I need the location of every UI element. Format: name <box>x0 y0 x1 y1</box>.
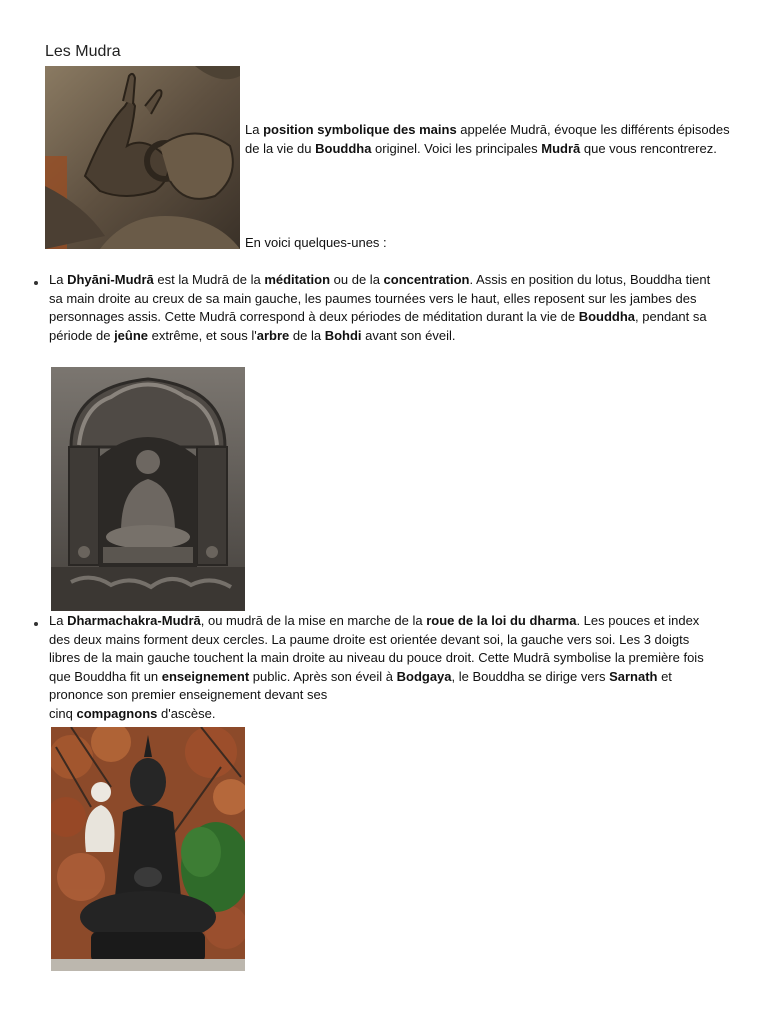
bold-term: Sarnath <box>609 668 658 684</box>
text-run: . Assis en position du lotus, Bouddha tient sa main droite au creux de sa main gauche, les paumes tournées vers le haut, elles reposent sur les jambes des personnages assis. Cette Mudrā correspond à deux périodes de méditation durant la vie de <box>49 272 711 325</box>
text-run: d'ascèse. <box>157 705 216 721</box>
text-run: de la <box>289 327 325 343</box>
text-run: originel. Voici les principales <box>371 140 542 156</box>
bold-term: compagnons <box>76 705 158 721</box>
garden-buddha-statue-photo <box>51 727 245 971</box>
bold-term: enseignement <box>161 668 250 684</box>
text-run: . Les pouces et index des deux mains forment deux cercles. La paume droite est orientée devant soi, la gauche vers soi. Les 3 doigts libres de la main gauche touchent la main droite au niveau du pouce droit. Cette Mudrā symbolise la première fois que Bouddha fit un <box>49 613 704 684</box>
text-run: et prononce son premier enseignement devant ses <box>49 668 672 703</box>
buddha-hands-photo <box>45 66 240 249</box>
bold-term: Bouddha <box>315 140 372 156</box>
text-run: La <box>49 272 68 287</box>
text-run: , pendant sa période de <box>49 309 707 343</box>
bold-term: méditation <box>264 272 331 287</box>
text-run: extrême, et sous l' <box>148 327 257 343</box>
text-run: cinq <box>49 705 77 721</box>
bold-term: roue de la loi du dharma <box>426 613 577 628</box>
text-run: , ou mudrā de la mise en marche de la <box>200 613 427 628</box>
bold-term: Bohdi <box>324 327 362 343</box>
text-run: est la Mudrā de la <box>153 272 265 287</box>
text-run: La <box>245 122 264 137</box>
bullet-dot <box>34 622 38 626</box>
list-item-dhyani-mudra <box>49 271 719 345</box>
bold-term: Dharmachakra-Mudrā <box>67 613 201 628</box>
bold-term: Bodgaya <box>396 668 452 684</box>
intro-paragraph <box>245 121 735 158</box>
bold-term: position symbolique des mains <box>263 122 457 137</box>
text-run: avant son éveil. <box>361 327 456 343</box>
bold-term: Bouddha <box>578 309 636 325</box>
bold-term: jeûne <box>114 327 149 343</box>
text-run: que vous rencontrerez. <box>580 140 717 156</box>
bold-term: Dhyāni-Mudrā <box>67 272 154 287</box>
page-title: Les Mudra <box>45 43 121 60</box>
text-run: La <box>49 613 68 628</box>
bold-term: arbre <box>256 327 290 343</box>
intro-subtitle: En voici quelques-unes : <box>245 235 387 250</box>
text-run: appelée Mudrā, évoque les différents épisodes de la vie du <box>245 122 730 156</box>
bold-term: concentration <box>383 272 470 287</box>
bullet-dot <box>34 281 38 285</box>
list-item-dharmachakra-mudra <box>49 612 719 724</box>
text-run: ou de la <box>330 272 384 287</box>
meditating-buddha-relief-photo <box>51 367 245 611</box>
text-run: , le Bouddha se dirige vers <box>451 668 610 684</box>
bold-term: Mudrā <box>541 140 581 156</box>
text-run: public. Après son éveil à <box>249 668 397 684</box>
